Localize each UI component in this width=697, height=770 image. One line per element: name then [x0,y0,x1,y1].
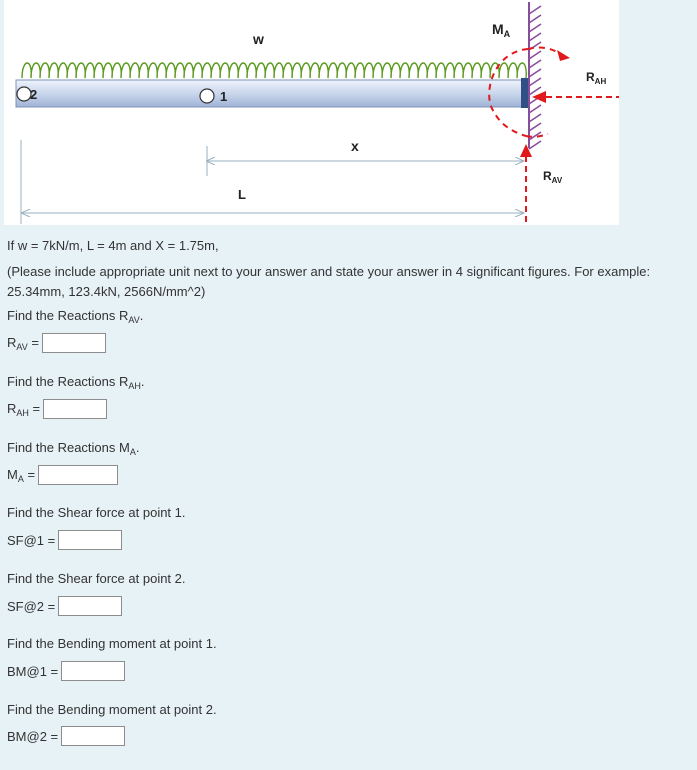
wall-hatch-line [529,123,541,131]
rav-label: $R_{AV}$ [543,169,563,185]
rah-label: $R_{AH}$ [586,70,607,86]
prompt-sf2: Find the Shear force at point 2. [7,571,186,586]
wall-hatch-line [529,33,541,41]
answer-instructions: (Please include appropriate unit next to your answer and state your answer in 4 significant figures. For example: 25.34mm, 123.4kN, 2566N/mm^2) [7,264,651,299]
beam-diagram-svg [4,0,619,225]
label-bm2: BM@2 = [7,728,59,744]
rav-input[interactable] [42,333,106,353]
fixed-support-wall [529,2,541,149]
rav-arrowhead-icon [520,144,532,157]
wall-hatch-line [529,6,541,14]
point-1-label: 1 [220,89,228,104]
wall-hatch-line [529,141,541,149]
prompt-rav: Find the Reactions $R_{AV}$. [7,308,144,325]
wall-hatch-line [529,87,541,95]
cantilever-beam [16,80,526,107]
prompt-bm1: Find the Bending moment at point 1. [7,636,217,651]
answer-row-sf2 [7,596,122,616]
wall-hatch-line [529,69,541,77]
prompt-sf1: Find the Shear force at point 1. [7,505,186,520]
ma-input[interactable] [38,465,118,485]
moment-arrowhead-icon [557,50,570,61]
wall-hatch-line [529,24,541,32]
prompt-rah: Find the Reactions $R_{AH}$. [7,374,145,391]
point-2-marker [17,87,31,101]
answer-row-sf1 [7,530,122,550]
answer-row-rav [7,333,106,353]
point-2-label: 2 [30,87,38,102]
moment-arc-top-icon [528,48,557,52]
label-sf1: SF@1 = [7,532,56,548]
answer-row-ma [7,465,118,485]
l-label: L [238,187,246,202]
wall-hatch-line [529,60,541,68]
sf1-input[interactable] [58,530,122,550]
rah-input[interactable] [43,399,107,419]
sf2-input[interactable] [58,596,122,616]
label-ma: $M_A$ = [7,466,36,484]
prompt-ma: Find the Reactions $M_A$. [7,440,140,457]
prompt-bm2: Find the Bending moment at point 2. [7,702,217,717]
problem-statement: If w = 7kN/m, L = 4m and X = 1.75m, [7,238,219,253]
wall-hatch-line [529,51,541,59]
wall-hatch-line [529,15,541,23]
bm2-input[interactable] [61,726,125,746]
answer-row-bm2 [7,726,125,746]
distributed-load-symbol [22,63,526,78]
load-label: w [253,31,264,47]
moment-label: $M_A$ [492,21,511,39]
wall-hatch-line [529,105,541,113]
label-rah: $R_{AH}$ = [7,400,41,418]
x-label: x [351,138,359,154]
beam-diagram [4,0,619,225]
answer-row-rah [7,399,107,419]
label-bm1: BM@1 = [7,663,59,679]
beam-end-cap [521,78,529,108]
bm1-input[interactable] [61,661,125,681]
point-1-marker [200,89,214,103]
label-rav: $R_{AV}$ = [7,334,39,352]
answer-row-bm1 [7,661,125,681]
wall-hatch-line [529,78,541,86]
wall-hatch-line [529,114,541,122]
label-sf2: SF@2 = [7,598,56,614]
load-coil-path [22,63,526,78]
